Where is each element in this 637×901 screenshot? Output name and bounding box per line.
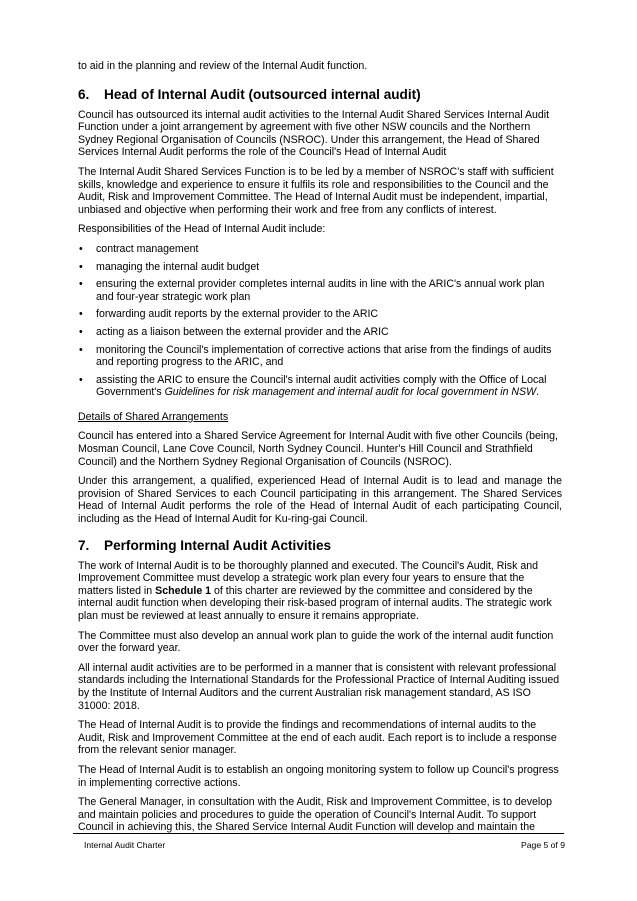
section-7-number: 7. [78, 537, 90, 553]
section-7-paragraph-3: All internal audit activities are to be performed in a manner that is consistent with relevant professional standards including the International Standards for the Professional Practice of Internal Auditing issued by the Institute of Internal Auditors and the current Australian risk management standard, AS ISO 31000: 2018. [78, 661, 560, 712]
section-6-number: 6. [78, 86, 90, 102]
list-item: • managing the internal audit budget [79, 260, 260, 273]
bullet-icon: • [79, 325, 83, 338]
schedule-1-reference: Schedule 1 [155, 584, 212, 597]
section-6-paragraph-1: Council has outsourced its internal audit activities to the Internal Audit Shared Services Internal Audit Function under a joint arrangement by agreement with five other NSW councils and the Northern Sydney Regional Organisation of Councils (NSROC). Under this arrangement, the Head of Shared Services Internal Audit performs the role of the Council's Head of Internal Audit [78, 108, 550, 159]
bullet-icon: • [79, 278, 83, 291]
bullet-icon: • [79, 373, 83, 386]
bullet-icon: • [79, 343, 83, 356]
guidelines-title: Guidelines for risk management and internal audit for local government in NSW [164, 386, 537, 399]
list-item: • assisting the ARIC to ensure the Council's internal audit activities comply with the Office of Local Government's Guidelines for risk management and internal audit for local government in NSW. [79, 373, 547, 399]
intro-line: to aid in the planning and review of the Internal Audit function. [78, 60, 368, 72]
section-7-paragraph-2: The Committee must also develop an annual work plan to guide the work of the internal audit function over the forward year. [78, 629, 554, 655]
section-7-paragraph-4: The Head of Internal Audit is to provide the findings and recommendations of internal audits to the Audit, Risk and Improvement Committee at the end of each audit. Each report is to include a response from the relevant senior manager. [78, 719, 557, 757]
section-7-paragraph-1: The work of Internal Audit is to be thoroughly planned and executed. The Council's Audit, Risk and Improvement Committee must develop a strategic work plan every four years to ensure that the matters listed in Schedule 1 of this charter are reviewed by the committee and considered by the internal audit function when developing their risk-based program of internal audits. The strategic work plan must be reviewed at least annually to ensure it remains appropriate. [78, 559, 552, 622]
bullet-icon: • [79, 242, 83, 255]
section-7-paragraph-6: The General Manager, in consultation with the Audit, Risk and Improvement Committee, is to develop and maintain policies and procedures to guide the operation of Council's Internal Audit. To support Council in achieving this, the Shared Service Internal Audit Function will develop and maintain the [78, 796, 553, 834]
responsibilities-list [78, 243, 562, 399]
bullet-icon: • [79, 260, 83, 273]
section-6-paragraph-2: The Internal Audit Shared Services Function is to be led by a member of NSROC's staff with sufficient skills, knowledge and experience to ensure it fulfils its role and responsibilities to the Council and the Audit, Risk and Improvement Committee. The Head of Internal Audit must be independent, impartial, unbiased and objective when performing their work and free from any conflicts of interest. [78, 165, 554, 216]
footer-document-title: Internal Audit Charter [84, 840, 166, 850]
section-6-paragraph-4: Council has entered into a Shared Service Agreement for Internal Audit with five other Councils (being, Mosman Council, Lane Cove Council, North Sydney Council. Hunter's Hill Council and Strathfield Council) and the Northern Sydney Regional Organisation of Councils (NSROC). [78, 430, 558, 468]
section-7-paragraph-5: The Head of Internal Audit is to establish an ongoing monitoring system to follow up Council's progress in implementing corrective actions. [78, 763, 559, 789]
section-6-title: Head of Internal Audit (outsourced internal audit) [104, 86, 421, 102]
list-item: • contract management [79, 242, 199, 255]
bullet-icon: • [79, 308, 83, 321]
list-item: • ensuring the external provider completes internal audits in line with the ARIC's annual work plan and four-year strategic work plan [79, 278, 545, 303]
section-6-heading [78, 87, 562, 103]
list-item: • acting as a liaison between the external provider and the ARIC [79, 325, 389, 338]
page-footer [84, 840, 565, 850]
footer-divider [73, 833, 564, 834]
list-item: • monitoring the Council's implementation of corrective actions that arise from the findings of audits and reporting progress to the ARIC, and [79, 343, 552, 369]
section-6-paragraph-3: Responsibilities of the Head of Internal Audit include: [78, 223, 326, 236]
shared-arrangements-subheading: Details of Shared Arrangements [78, 410, 229, 423]
document-page [78, 60, 562, 834]
section-7-title: Performing Internal Audit Activities [104, 537, 332, 553]
section-6-paragraph-5: Under this arrangement, a qualified, experienced Head of Internal Audit is to lead and manage the provision of Shared Services to each Council participating in this arrangement. The Shared Services Head of Internal Audit performs the role of the Head of Internal Audit of each participating Council, including as the Head of Internal Audit for Ku-ring-gai Council. [78, 475, 562, 526]
section-7-heading [78, 538, 562, 554]
footer-page-number: Page 5 of 9 [521, 840, 565, 850]
list-item: • forwarding audit reports by the external provider to the ARIC [79, 308, 379, 321]
